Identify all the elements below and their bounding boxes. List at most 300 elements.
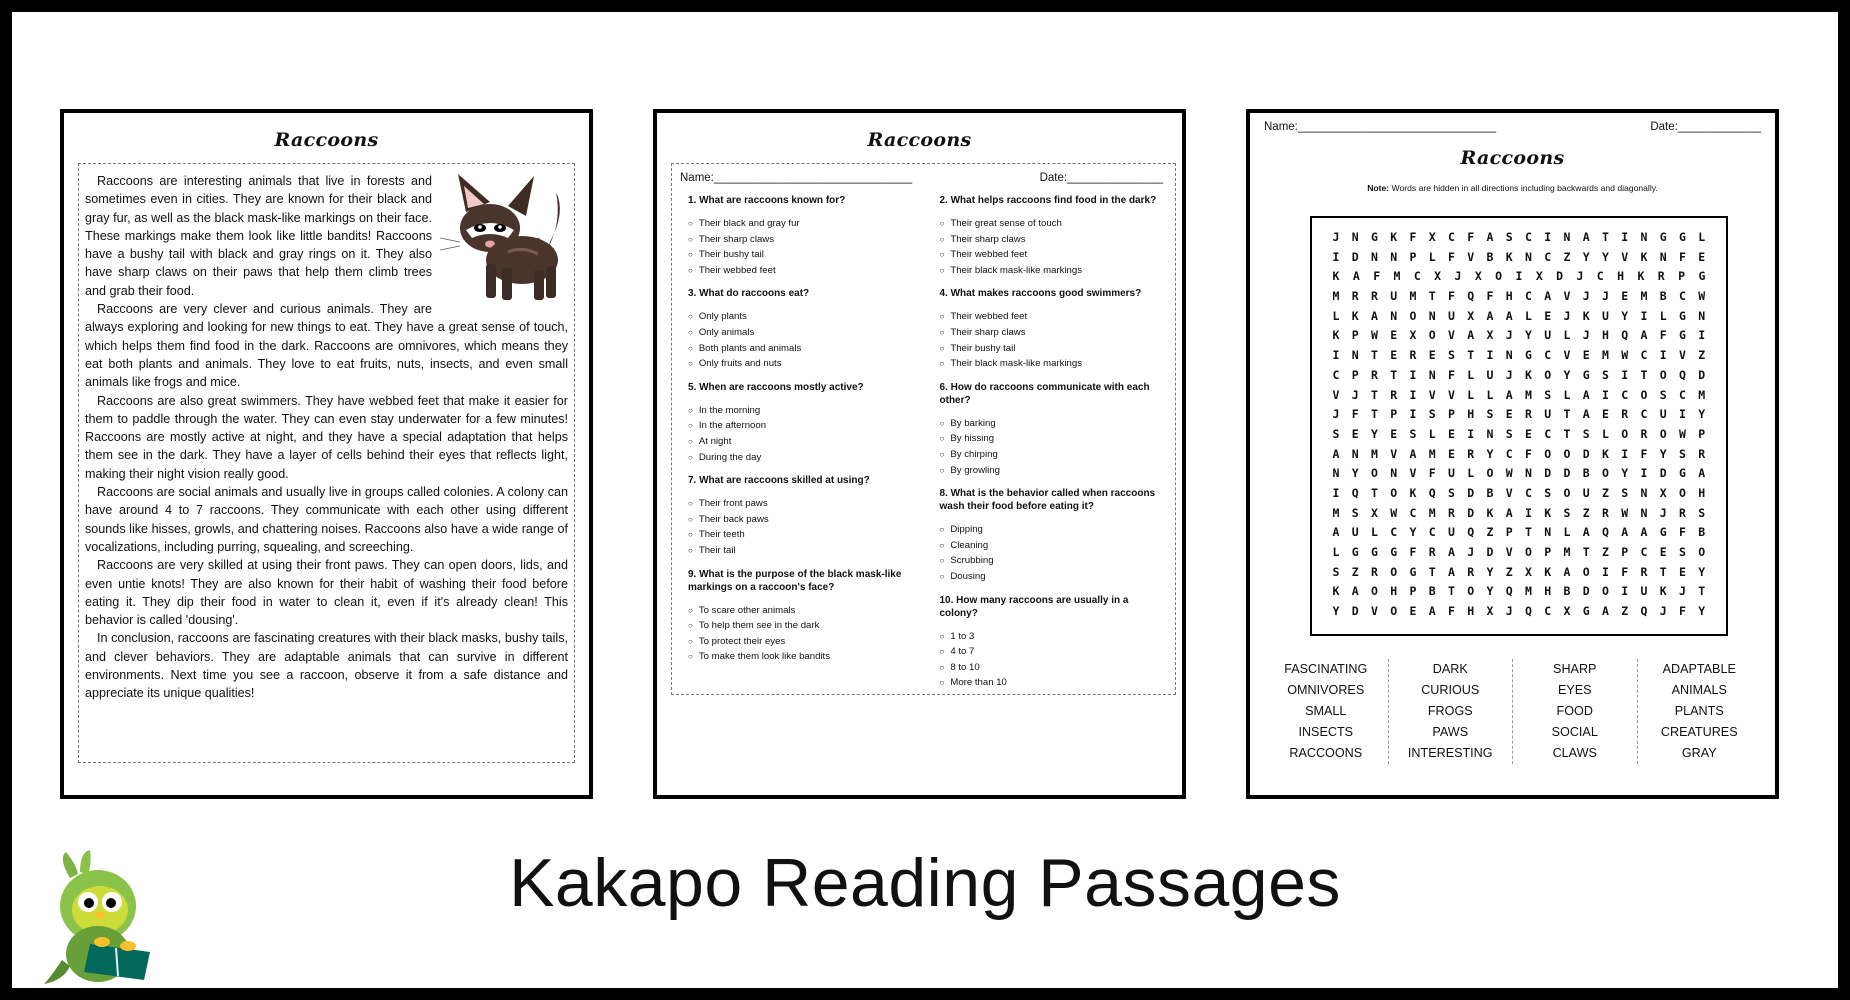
grid-letter: F [1679,604,1686,619]
grid-letter: Z [1563,249,1571,264]
answer-option[interactable]: ○ By chirping [940,447,1164,463]
grid-letter: J [1505,328,1513,343]
grid-letter: P [1505,525,1513,540]
answer-option[interactable]: ○ In the afternoon [688,418,912,434]
grid-letter: L [1659,308,1667,323]
answer-option[interactable]: ○ Their back paws [688,512,912,528]
grid-letter: F [1448,289,1455,304]
word-item: FASCINATING [1284,662,1368,676]
grid-letter: G [1371,545,1378,559]
question-text: 6. How do raccoons communicate with each other? [939,381,1150,406]
question-text: 1. What are raccoons known for? [688,195,846,206]
grid-letter: T [1563,407,1571,422]
answer-options [688,216,912,278]
answer-option[interactable]: ○ Their tail [688,543,912,559]
grid-row [1320,504,1718,524]
grid-letter: V [1467,249,1475,264]
grid-letter: Y [1698,604,1706,619]
grid-row [1320,543,1718,563]
grid-letter: U [1351,525,1359,540]
answer-option[interactable]: ○ Their webbed feet [940,309,1164,325]
answer-option[interactable]: ○ Their great sense of touch [940,216,1164,232]
grid-letter: A [1640,525,1648,540]
grid-letter: B [1698,525,1706,540]
grid-letter: T [1602,230,1609,244]
grid-letter: Y [1659,446,1667,461]
grid-letter: K [1637,269,1645,284]
grid-letter: I [1409,407,1417,422]
grid-letter: S [1332,564,1340,579]
question-text: 7. What are raccoons skilled at using? [688,475,870,487]
grid-letter: K [1351,308,1359,323]
grid-letter: X [1467,308,1475,323]
grid-letter: K [1525,367,1532,382]
grid-letter: I [1486,348,1494,363]
answer-option[interactable]: ○ By growling [940,463,1164,479]
grid-letter: M [1602,348,1609,363]
grid-letter: D [1351,604,1359,619]
grid-letter: C [1409,505,1417,520]
grid-letter: U [1544,407,1552,422]
grid-letter: W [1679,426,1686,441]
grid-row [1320,267,1718,287]
answer-option[interactable]: ○ Dousing [940,569,1164,585]
question-text: 8. What is the behavior called when raccoons wash their food before eating it? [939,488,1156,513]
grid-letter: S [1486,407,1494,422]
grid-letter: A [1544,289,1552,304]
grid-letter: I [1332,485,1340,500]
grid-letter: R [1448,505,1455,520]
grid-letter: A [1428,604,1436,619]
word-item: RACCOONS [1289,746,1363,760]
word-item: PLANTS [1674,704,1724,718]
grid-letter: L [1332,308,1340,323]
grid-row [1320,405,1718,425]
grid-letter: D [1351,249,1359,264]
grid-letter: N [1351,230,1359,244]
answer-option[interactable]: ○ More than 10 [940,675,1164,691]
grid-letter: T [1525,525,1532,540]
answer-option[interactable]: ○ By hissing [940,431,1164,447]
grid-letter: S [1698,505,1706,520]
grid-letter: U [1390,289,1398,304]
grid-letter: D [1467,485,1475,500]
grid-letter: Q [1351,485,1359,500]
grid-letter: W [1505,466,1513,481]
grid-row [1320,523,1718,543]
grid-letter: O [1544,367,1552,382]
grid-letter: S [1409,426,1417,441]
grid-letter: W [1621,348,1629,363]
grid-letter: D [1563,466,1571,481]
grid-letter: O [1679,485,1686,500]
grid-letter: D [1698,367,1706,382]
grid-letter: R [1621,407,1629,422]
grid-letter: I [1621,446,1629,461]
grid-letter: S [1602,367,1609,382]
answer-option[interactable]: ○ Their black mask-like markings [940,263,1164,279]
grid-letter: I [1544,230,1552,244]
grid-letter: H [1617,269,1625,284]
grid-letter: E [1602,407,1609,422]
grid-letter: F [1448,367,1455,382]
grid-letter: H [1698,485,1706,500]
grid-letter: Q [1467,525,1475,540]
grid-letter: J [1467,545,1475,559]
grid-letter: S [1544,387,1552,402]
answer-option[interactable]: ○ Only fruits and nuts [688,356,912,372]
grid-letter: C [1544,426,1552,441]
grid-letter: U [1640,584,1648,599]
grid-letter: J [1679,584,1686,599]
grid-letter: Y [1621,466,1629,481]
raccoon-illustration-icon [438,172,568,308]
answer-option[interactable]: ○ Their sharp claws [940,325,1164,341]
grid-letter: B [1659,289,1667,304]
grid-letter: J [1563,308,1571,323]
grid-letter: I [1621,230,1629,244]
grid-letter: N [1544,525,1552,540]
grid-letter: R [1371,289,1378,304]
grid-letter: E [1505,407,1513,422]
grid-letter: F [1428,466,1436,481]
note [1250,183,1775,193]
grid-letter: X [1563,604,1571,619]
grid-letter: H [1602,328,1609,343]
grid-letter: N [1428,367,1436,382]
grid-letter: T [1467,348,1475,363]
answer-option[interactable]: ○ At night [688,434,912,450]
questions-box [671,163,1176,695]
word-item: OMNIVORES [1287,683,1365,697]
grid-letter: C [1640,545,1648,559]
grid-letter: F [1467,230,1475,244]
grid-letter: N [1390,249,1398,264]
grid-letter: T [1659,564,1667,579]
grid-letter: G [1371,230,1378,244]
grid-row [1320,326,1718,346]
grid-letter: A [1409,446,1417,461]
grid-letter: A [1582,407,1590,422]
grid-letter: U [1486,367,1494,382]
question-item [688,194,912,278]
grid-letter: R [1409,348,1417,363]
grid-letter: E [1679,564,1686,579]
grid-letter: A [1448,545,1455,559]
grid-letter: C [1448,230,1455,244]
grid-letter: N [1640,230,1648,244]
grid-letter: P [1621,545,1629,559]
answer-option[interactable]: ○ Their webbed feet [688,263,912,279]
grid-letter: R [1679,505,1686,520]
answer-option[interactable]: ○ Their bushy tail [940,341,1164,357]
grid-letter: R [1428,545,1436,559]
question-text: 3. What do raccoons eat? [688,288,810,300]
grid-row [1320,445,1718,465]
grid-letter: X [1486,604,1494,619]
grid-letter: I [1515,269,1523,284]
word-item: CREATURES [1660,725,1738,739]
word-item: SOCIAL [1551,725,1598,739]
word-item: CURIOUS [1421,683,1480,697]
grid-letter: N [1659,249,1667,264]
question-item [940,194,1164,278]
page-title: Raccoons [867,129,972,151]
passage-box [78,163,575,763]
grid-letter: G [1659,230,1667,244]
grid-letter: O [1371,584,1378,599]
grid-row [1320,287,1718,307]
grid-letter: N [1563,230,1571,244]
grid-letter: L [1428,249,1436,264]
grid-letter: G [1409,564,1417,579]
word-item: DARK [1432,662,1468,676]
grid-letter: T [1390,367,1398,382]
grid-letter: V [1679,348,1686,363]
grid-letter: A [1698,466,1706,481]
grid-letter: F [1351,407,1359,422]
answer-option[interactable]: ○ 4 to 7 [940,644,1164,660]
answer-option[interactable]: ○ Scrubbing [940,553,1164,569]
passage-text [85,172,568,703]
grid-letter: R [1525,407,1532,422]
grid-letter: N [1525,466,1532,481]
grid-letter: E [1428,348,1436,363]
page-title: Raccoons [274,129,379,151]
grid-letter: N [1486,426,1494,441]
grid-letter: X [1486,328,1494,343]
grid-row [1320,228,1718,248]
grid-letter: A [1351,584,1359,599]
grid-letter: W [1390,505,1398,520]
grid-letter: D [1486,545,1494,559]
grid-letter: Y [1486,584,1494,599]
grid-row [1320,425,1718,445]
grid-letter: A [1505,505,1513,520]
grid-letter: E [1390,348,1398,363]
grid-letter: J [1576,269,1584,284]
answer-option[interactable]: ○ Cleaning [940,538,1164,554]
answer-options [940,309,1164,371]
question-item [688,474,912,558]
grid-letter: V [1563,289,1571,304]
grid-row [1320,248,1718,268]
grid-letter: X [1428,230,1436,244]
answer-option[interactable]: ○ By barking [940,416,1164,432]
answer-option[interactable]: ○ 1 to 3 [940,629,1164,645]
grid-letter: T [1371,485,1378,500]
grid-letter: S [1505,426,1513,441]
answer-option[interactable]: ○ Both plants and animals [688,341,912,357]
word-list [1264,659,1761,764]
answer-option[interactable]: ○ In the morning [688,403,912,419]
grid-letter: E [1409,604,1417,619]
grid-letter: T [1371,348,1378,363]
worksheet-page-wordsearch [1246,109,1779,799]
grid-letter: V [1621,249,1629,264]
grid-letter: S [1621,485,1629,500]
grid-letter: L [1563,328,1571,343]
word-item: GRAY [1681,746,1717,760]
grid-letter: R [1698,446,1706,461]
grid-letter: M [1371,446,1378,461]
question-text: 9. What is the purpose of the black mask-like markings on a raccoon's face? [688,568,902,593]
answer-option[interactable]: ○ Dipping [940,522,1164,538]
grid-letter: N [1525,249,1532,264]
grid-letter: L [1467,387,1475,402]
grid-letter: A [1371,308,1378,323]
grid-letter: O [1602,466,1609,481]
grid-letter: C [1621,387,1629,402]
answer-options [688,603,912,665]
grid-letter: Z [1602,545,1609,559]
grid-letter: B [1582,466,1590,481]
answer-option[interactable]: ○ During the day [688,450,912,466]
grid-letter: E [1390,328,1398,343]
grid-letter: C [1332,367,1340,382]
question-text: 2. What helps raccoons find food in the dark? [939,195,1157,206]
grid-letter: V [1371,604,1378,619]
grid-letter: V [1332,387,1340,402]
grid-letter: Y [1582,249,1590,264]
answer-option[interactable]: ○ Their black mask-like markings [940,356,1164,372]
answer-option[interactable]: ○ To scare other animals [688,603,912,619]
question-item [940,287,1164,371]
grid-letter: O [1563,446,1571,461]
answer-option[interactable]: ○ Their black and gray fur [688,216,912,232]
answer-option[interactable]: ○ Their front paws [688,496,912,512]
answer-option[interactable]: ○ To protect their eyes [688,634,912,650]
grid-letter: R [1602,505,1609,520]
grid-letter: F [1373,269,1381,284]
answer-option[interactable]: ○ Their bushy tail [688,247,912,263]
word-item: ADAPTABLE [1662,662,1736,676]
grid-letter: J [1332,230,1340,244]
grid-letter: O [1371,466,1378,481]
grid-letter: O [1563,485,1571,500]
grid-letter: K [1582,308,1590,323]
grid-letter: Y [1698,407,1706,422]
question-item [688,287,912,371]
grid-letter: M [1698,387,1706,402]
question-item [940,594,1164,691]
grid-letter: E [1525,426,1532,441]
grid-letter: A [1582,230,1590,244]
grid-letter: R [1467,446,1475,461]
grid-letter: M [1332,505,1340,520]
answer-option[interactable]: ○ Only animals [688,325,912,341]
grid-letter: E [1621,289,1629,304]
grid-letter: S [1659,387,1667,402]
answer-options [940,216,1164,278]
grid-letter: J [1505,367,1513,382]
grid-letter: I [1332,249,1340,264]
grid-letter: S [1428,407,1436,422]
grid-letter: A [1582,525,1590,540]
grid-letter: O [1602,584,1609,599]
grid-letter: P [1698,426,1706,441]
grid-letter: A [1640,328,1648,343]
grid-letter: O [1698,545,1706,559]
grid-letter: F [1621,564,1629,579]
answer-option[interactable]: ○ Their webbed feet [940,247,1164,263]
grid-letter: O [1659,367,1667,382]
grid-letter: K [1332,269,1340,284]
grid-letter: V [1448,328,1455,343]
grid-letter: H [1467,604,1475,619]
grid-letter: F [1525,446,1532,461]
grid-letter: L [1467,466,1475,481]
grid-letter: N [1698,308,1706,323]
grid-letter: O [1582,564,1590,579]
answer-option[interactable]: ○ 8 to 10 [940,660,1164,676]
answer-option[interactable]: ○ Only plants [688,309,912,325]
grid-letter: E [1698,249,1706,264]
grid-letter: C [1525,485,1532,500]
grid-letter: Y [1698,564,1706,579]
grid-letter: T [1448,584,1455,599]
grid-letter: N [1390,466,1398,481]
grid-letter: S [1448,348,1455,363]
answer-option[interactable]: ○ Their sharp claws [940,232,1164,248]
grid-letter: P [1544,545,1552,559]
grid-letter: U [1448,308,1455,323]
grid-letter: S [1332,426,1340,441]
answer-option[interactable]: ○ Their sharp claws [688,232,912,248]
grid-letter: N [1640,505,1648,520]
grid-letter: I [1679,407,1686,422]
grid-letter: K [1544,505,1552,520]
grid-letter: N [1351,348,1359,363]
grid-letter: Q [1428,485,1436,500]
grid-letter: O [1495,269,1503,284]
grid-letter: D [1582,584,1590,599]
grid-letter: Y [1486,446,1494,461]
grid-letter: O [1467,584,1475,599]
grid-letter: O [1640,387,1648,402]
grid-letter: W [1621,505,1629,520]
grid-letter: O [1525,545,1532,559]
grid-letter: J [1505,604,1513,619]
answer-option[interactable]: ○ Their teeth [688,527,912,543]
grid-letter: I [1525,505,1532,520]
grid-letter: T [1428,564,1436,579]
question-item [688,381,912,465]
grid-letter: U [1582,485,1590,500]
answer-option[interactable]: ○ To help them see in the dark [688,618,912,634]
grid-letter: I [1621,367,1629,382]
grid-letter: N [1351,446,1359,461]
question-text: 5. When are raccoons mostly active? [688,381,864,393]
grid-letter: Y [1486,564,1494,579]
word-item: FOOD [1556,704,1593,718]
grid-letter: M [1525,387,1532,402]
grid-letter: K [1332,584,1340,599]
grid-letter: I [1698,328,1706,343]
grid-letter: H [1505,289,1513,304]
grid-letter: Z [1582,505,1590,520]
grid-letter: R [1467,564,1475,579]
grid-letter: D [1556,269,1564,284]
word-column [1638,659,1762,764]
grid-letter: W [1698,289,1706,304]
grid-letter: I [1409,367,1417,382]
answer-option[interactable]: ○ To make them look like bandits [688,649,912,665]
grid-letter: U [1448,525,1455,540]
canvas [12,12,1838,988]
grid-letter: H [1390,584,1398,599]
grid-letter: R [1371,367,1378,382]
